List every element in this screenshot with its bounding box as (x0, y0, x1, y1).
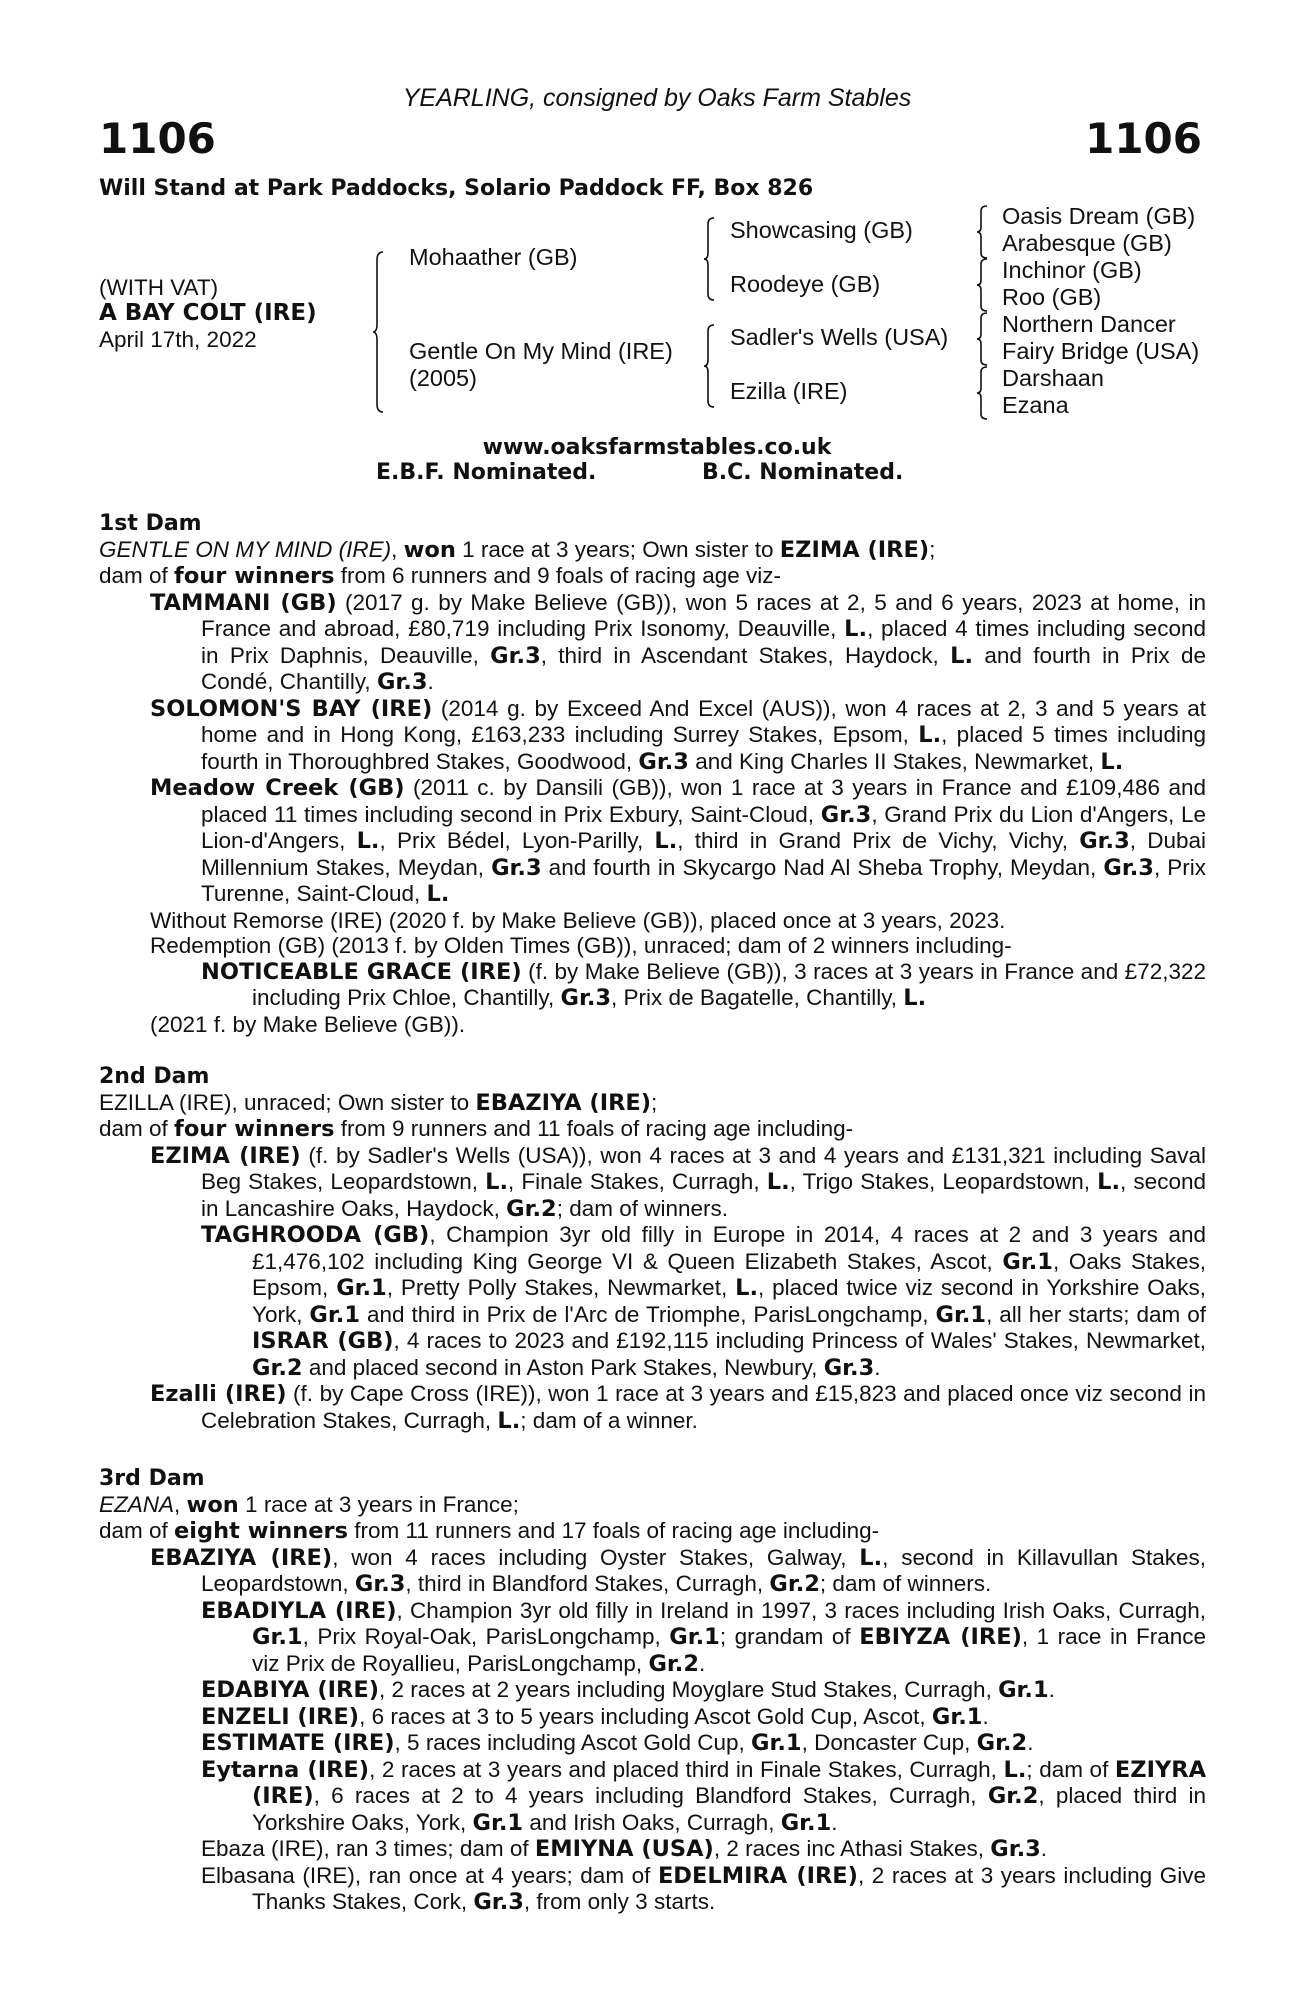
pedigree-brace-g3 (977, 313, 987, 365)
second-dam-section (99, 1064, 1206, 1434)
pedigree-g8: Ezana (1002, 392, 1069, 418)
pedigree-dam: Gentle On My Mind (IRE) (409, 338, 673, 364)
pedigree-sire: Mohaather (GB) (409, 244, 578, 270)
grand-progeny-entry: Eytarna (IRE), 2 races at 3 years and placed third in Finale Stakes, Curragh, L.; dam of EZIYRA (IRE), 6 races at 2 to 4 years including Blandford Stakes, Curragh, Gr.2, placed third in Yorkshire Oaks, York, Gr.1 and Irish Oaks, Curragh, Gr.1. (201, 1756, 1206, 1836)
pedigree-brace-sire (704, 218, 714, 300)
pedigree-dam-sire: Sadler's Wells (USA) (730, 324, 949, 350)
pedigree-g1: Oasis Dream (GB) (1002, 203, 1196, 229)
grand-progeny-entry: EDABIYA (IRE), 2 races at 2 years including Moyglare Stud Stakes, Curragh, Gr.1. (201, 1677, 1055, 1703)
grand-progeny-entry: TAGHROODA (GB), Champion 3yr old filly in Europe in 2014, 4 races at 2 and 3 years and £1,476,102 including King George VI & Queen Elizabeth Stakes, Ascot, Gr.1, Oaks Stakes, Epsom, Gr.1, Pretty Polly Stakes, Newmarket, L., placed twice viz second in Yorkshire Oaks, York, Gr.1 and third in Prix de l'Arc de Triomphe, ParisLongchamp, Gr.1, all her starts; dam of ISRAR (GB), 4 races to 2023 and £192,115 including Princess of Wales' Stakes, Newmarket, Gr.2 and placed second in Aston Park Stakes, Newbury, Gr.3. (201, 1222, 1207, 1381)
progeny-entry: EZIMA (IRE) (f. by Sadler's Wells (USA)), won 4 races at 3 and 4 years and £131,321 including Saval Beg Stakes, Leopardstown, L., Finale Stakes, Curragh, L., Trigo Stakes, Leopardstown, L., second in Lancashire Oaks, Haydock, Gr.2; dam of winners. (150, 1142, 1207, 1222)
second-dam-intro: EZILLA (IRE), unraced; Own sister to EBAZIYA (IRE); (99, 1089, 658, 1116)
progeny-entry: (2021 f. by Make Believe (GB)). (150, 1011, 466, 1037)
lot-number-left: 1106 (99, 114, 216, 163)
first-dam-section (99, 511, 1206, 1037)
pedigree-dam-year: (2005) (409, 365, 477, 391)
grand-progeny-entry: ESTIMATE (IRE), 5 races including Ascot Gold Cup, Gr.1, Doncaster Cup, Gr.2. (201, 1730, 1034, 1756)
third-dam-produce-summary: dam of eight winners from 11 runners and 17 foals of racing age including- (99, 1518, 880, 1544)
pedigree-sire-dam: Roodeye (GB) (730, 271, 881, 297)
ebf-nominated: E.B.F. Nominated. (376, 460, 597, 485)
pedigree-sire-sire: Showcasing (GB) (730, 217, 913, 243)
pedigree-brace-g2 (977, 259, 987, 311)
progeny-entry: SOLOMON'S BAY (IRE) (2014 g. by Exceed And Excel (AUS)), won 4 races at 2, 3 and 5 years at home and in Hong Kong, £163,233 including Surrey Stakes, Epsom, L., placed 5 times including fourth in Thoroughbred Stakes, Goodwood, Gr.3 and King Charles II Stakes, Newmarket, L. (150, 695, 1206, 775)
progeny-entry: Meadow Creek (GB) (2011 c. by Dansili (GB)), won 1 race at 3 years in France and £109,486 and placed 11 times including second in Prix Exbury, Saint-Cloud, Gr.3, Grand Prix du Lion d'Angers, Le Lion-d'Angers, L., Prix Bédel, Lyon-Parilly, L., third in Grand Prix de Vichy, Vichy, Gr.3, Dubai Millennium Stakes, Meydan, Gr.3 and fourth in Skycargo Nad Al Sheba Trophy, Meydan, Gr.3, Prix Turenne, Saint-Cloud, L. (150, 775, 1206, 907)
grand-progeny-entry: Ebaza (IRE), ran 3 times; dam of EMIYNA (USA), 2 races inc Athasi Stakes, Gr.3. (201, 1836, 1048, 1862)
pedigree-g7: Darshaan (1002, 365, 1104, 391)
pedigree-g4: Roo (GB) (1002, 284, 1102, 310)
pedigree-g3: Inchinor (GB) (1002, 257, 1142, 283)
progeny-entry: Without Remorse (IRE) (2020 f. by Make Believe (GB)), placed once at 3 years, 2023. (150, 907, 1006, 933)
website-link[interactable]: www.oaksfarmstables.co.uk (482, 435, 832, 460)
first-dam-heading: 1st Dam (99, 511, 202, 536)
first-dam-intro: GENTLE ON MY MIND (IRE), won 1 race at 3 years; Own sister to EZIMA (IRE); (99, 536, 936, 563)
consignor-line: YEARLING, consigned by Oaks Farm Stables (402, 84, 912, 112)
lot-number-right: 1106 (1085, 114, 1202, 163)
pedigree-g5: Northern Dancer (1002, 311, 1176, 337)
progeny-entry: TAMMANI (GB) (2017 g. by Make Believe (GB)), won 5 races at 2, 5 and 6 years, 2023 at home, in France and abroad, £80,719 including Prix Isonomy, Deauville, L., placed 4 times including second in Prix Daphnis, Deauville, Gr.3, third in Ascendant Stakes, Haydock, L. and fourth in Prix de Condé, Chantilly, Gr.3. (150, 589, 1206, 695)
stabling-location: Will Stand at Park Paddocks, Solario Paddock FF, Box 826 (99, 176, 814, 201)
progeny-entry: Redemption (GB) (2013 f. by Olden Times (GB)), unraced; dam of 2 winners including- (150, 933, 1012, 958)
grand-progeny-entry: Elbasana (IRE), ran once at 4 years; dam of EDELMIRA (IRE), 2 races at 3 years including Give Thanks Stakes, Cork, Gr.3, from only 3 starts. (201, 1862, 1206, 1915)
grand-progeny-entry: EBADIYLA (IRE), Champion 3yr old filly in Ireland in 1997, 3 races including Irish Oaks, Curragh, Gr.1, Prix Royal-Oak, ParisLongchamp, Gr.1; grandam of EBIYZA (IRE), 1 race in France viz Prix de Royallieu, ParisLongchamp, Gr.2. (201, 1597, 1206, 1677)
horse-name: A BAY COLT (IRE) (99, 300, 317, 326)
second-dam-produce-summary: dam of four winners from 9 runners and 11 foals of racing age including- (99, 1116, 854, 1142)
pedigree-brace-g4 (977, 367, 987, 419)
bc-nominated: B.C. Nominated. (702, 460, 904, 485)
pedigree-g6: Fairy Bridge (USA) (1002, 338, 1200, 364)
second-dam-heading: 2nd Dam (99, 1064, 210, 1089)
pedigree-brace-dam (704, 325, 714, 407)
grand-progeny-entry: NOTICEABLE GRACE (IRE) (f. by Make Believe (GB)), 3 races at 3 years in France and £72,322 including Prix Chloe, Chantilly, Gr.3, Prix de Bagatelle, Chantilly, L. (201, 958, 1206, 1011)
pedigree-brace-g1 (977, 206, 987, 258)
pedigree-dam-dam: Ezilla (IRE) (730, 378, 848, 404)
horse-dob: April 17th, 2022 (99, 327, 257, 352)
grand-progeny-entry: ENZELI (IRE), 6 races at 3 to 5 years including Ascot Gold Cup, Ascot, Gr.1. (201, 1703, 989, 1730)
third-dam-intro: EZANA, won 1 race at 3 years in France; (99, 1491, 519, 1518)
third-dam-section (99, 1466, 1206, 1916)
vat-note: (WITH VAT) (99, 275, 219, 300)
progeny-entry: EBAZIYA (IRE), won 4 races including Oyster Stakes, Galway, L., second in Killavullan Stakes, Leopardstown, Gr.3, third in Blandford Stakes, Curragh, Gr.2; dam of winners. (150, 1544, 1206, 1597)
pedigree-g2: Arabesque (GB) (1002, 230, 1172, 256)
third-dam-heading: 3rd Dam (99, 1466, 205, 1491)
pedigree-brace-main (373, 252, 383, 412)
first-dam-produce-summary: dam of four winners from 6 runners and 9 foals of racing age viz- (99, 563, 782, 589)
progeny-entry: Ezalli (IRE) (f. by Cape Cross (IRE)), won 1 race at 3 years and £15,823 and placed once viz second in Celebration Stakes, Curragh, L.; dam of a winner. (150, 1381, 1206, 1434)
